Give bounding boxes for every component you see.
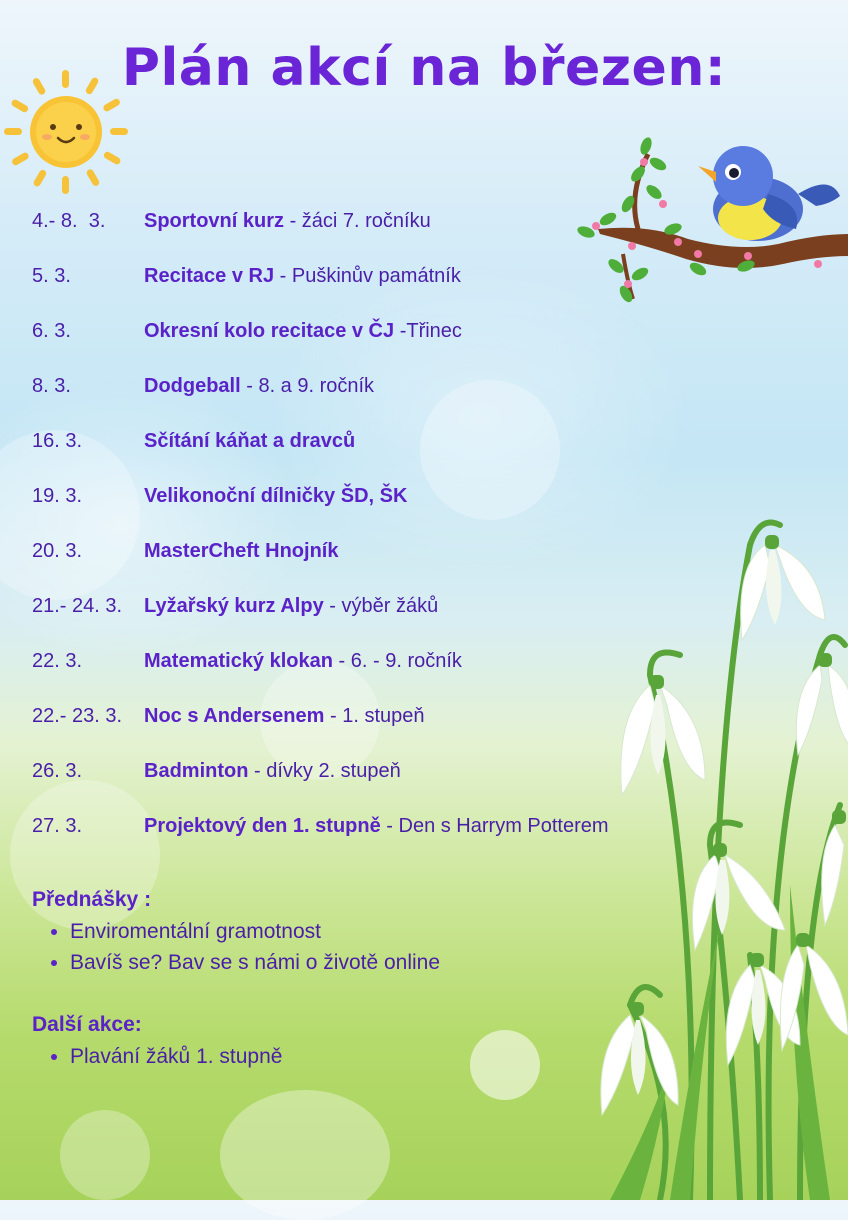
event-description bbox=[144, 592, 438, 620]
event-date: 22.- 23. 3. bbox=[32, 705, 123, 727]
schedule-row bbox=[32, 700, 692, 755]
event-title: Sčítání káňat a dravců bbox=[144, 430, 356, 452]
schedule-row bbox=[32, 480, 692, 535]
lectures-list bbox=[32, 916, 440, 978]
event-date: 19. 3. bbox=[32, 485, 83, 507]
schedule-row bbox=[32, 315, 692, 370]
other-events-list bbox=[32, 1041, 282, 1072]
event-title: Sportovní kurz bbox=[144, 210, 285, 232]
bokeh-circle bbox=[220, 1090, 390, 1220]
event-date: 26. 3. bbox=[32, 760, 83, 782]
sun-icon bbox=[0, 66, 132, 198]
event-detail: - Den s Harrym Potterem bbox=[380, 815, 609, 837]
other-events-title: Další akce: bbox=[32, 1013, 142, 1036]
event-date: 27. 3. bbox=[32, 815, 83, 837]
event-detail: - dívky 2. stupeň bbox=[248, 760, 401, 782]
event-title: Noc s Andersenem bbox=[144, 705, 325, 727]
event-detail: - 8. a 9. ročník bbox=[240, 375, 375, 397]
event-schedule bbox=[32, 205, 692, 865]
event-title: Matematický klokan bbox=[144, 650, 333, 672]
event-date: 5. 3. bbox=[32, 265, 71, 287]
snowdrop bbox=[822, 810, 846, 925]
event-title: Velikonoční dílničky ŠD, ŠK bbox=[144, 485, 408, 507]
event-title: Recitace v RJ bbox=[144, 265, 275, 287]
bokeh-circle bbox=[470, 1030, 540, 1100]
schedule-row bbox=[32, 755, 692, 810]
snowdrop bbox=[796, 653, 848, 755]
event-date: 6. 3. bbox=[32, 320, 71, 342]
event-date: 16. 3. bbox=[32, 430, 83, 452]
event-description bbox=[144, 317, 462, 345]
event-description bbox=[144, 537, 338, 565]
schedule-row bbox=[32, 425, 692, 480]
event-date: 4.- 8. 3. bbox=[32, 210, 106, 232]
schedule-row bbox=[32, 645, 692, 700]
event-description bbox=[144, 702, 425, 730]
schedule-row bbox=[32, 370, 692, 425]
event-detail: -Třinec bbox=[394, 320, 462, 342]
event-title: Projektový den 1. stupně bbox=[144, 815, 381, 837]
snowdrop bbox=[741, 535, 825, 640]
list-item: • Bavíš se? Bav se s námi o životě online bbox=[70, 947, 440, 978]
event-title: MasterCheft Hnojník bbox=[144, 540, 339, 562]
event-title: Dodgeball bbox=[144, 375, 241, 397]
other-events-section bbox=[32, 1013, 282, 1072]
event-detail: - 1. stupeň bbox=[324, 705, 425, 727]
event-description bbox=[144, 427, 355, 455]
event-detail: - Puškinův památník bbox=[274, 265, 461, 287]
event-date: 20. 3. bbox=[32, 540, 83, 562]
lectures-title: Přednášky : bbox=[32, 888, 152, 911]
event-description bbox=[144, 482, 407, 510]
event-date: 21.- 24. 3. bbox=[32, 595, 123, 617]
page-title: Plán akcí na březen: bbox=[121, 38, 727, 98]
event-description bbox=[144, 372, 374, 400]
event-description bbox=[144, 812, 609, 840]
lectures-section bbox=[32, 888, 440, 978]
event-description bbox=[144, 647, 462, 675]
event-detail: - výběr žáků bbox=[323, 595, 439, 617]
event-date: 8. 3. bbox=[32, 375, 71, 397]
event-detail: - 6. - 9. ročník bbox=[332, 650, 462, 672]
list-item: • Plavání žáků 1. stupně bbox=[70, 1041, 282, 1072]
bokeh-circle bbox=[60, 1110, 150, 1200]
event-detail: - žáci 7. ročníku bbox=[284, 210, 431, 232]
list-item: • Enviromentální gramotnost bbox=[70, 916, 440, 947]
schedule-row bbox=[32, 810, 692, 865]
event-date: 22. 3. bbox=[32, 650, 83, 672]
schedule-row bbox=[32, 260, 692, 315]
event-description bbox=[144, 757, 401, 785]
event-title: Badminton bbox=[144, 760, 249, 782]
schedule-row bbox=[32, 205, 692, 260]
event-description bbox=[144, 207, 431, 235]
event-title: Okresní kolo recitace v ČJ bbox=[144, 320, 395, 342]
event-description bbox=[144, 262, 461, 290]
schedule-row bbox=[32, 535, 692, 590]
schedule-row bbox=[32, 590, 692, 645]
event-title: Lyžařský kurz Alpy bbox=[144, 595, 324, 617]
